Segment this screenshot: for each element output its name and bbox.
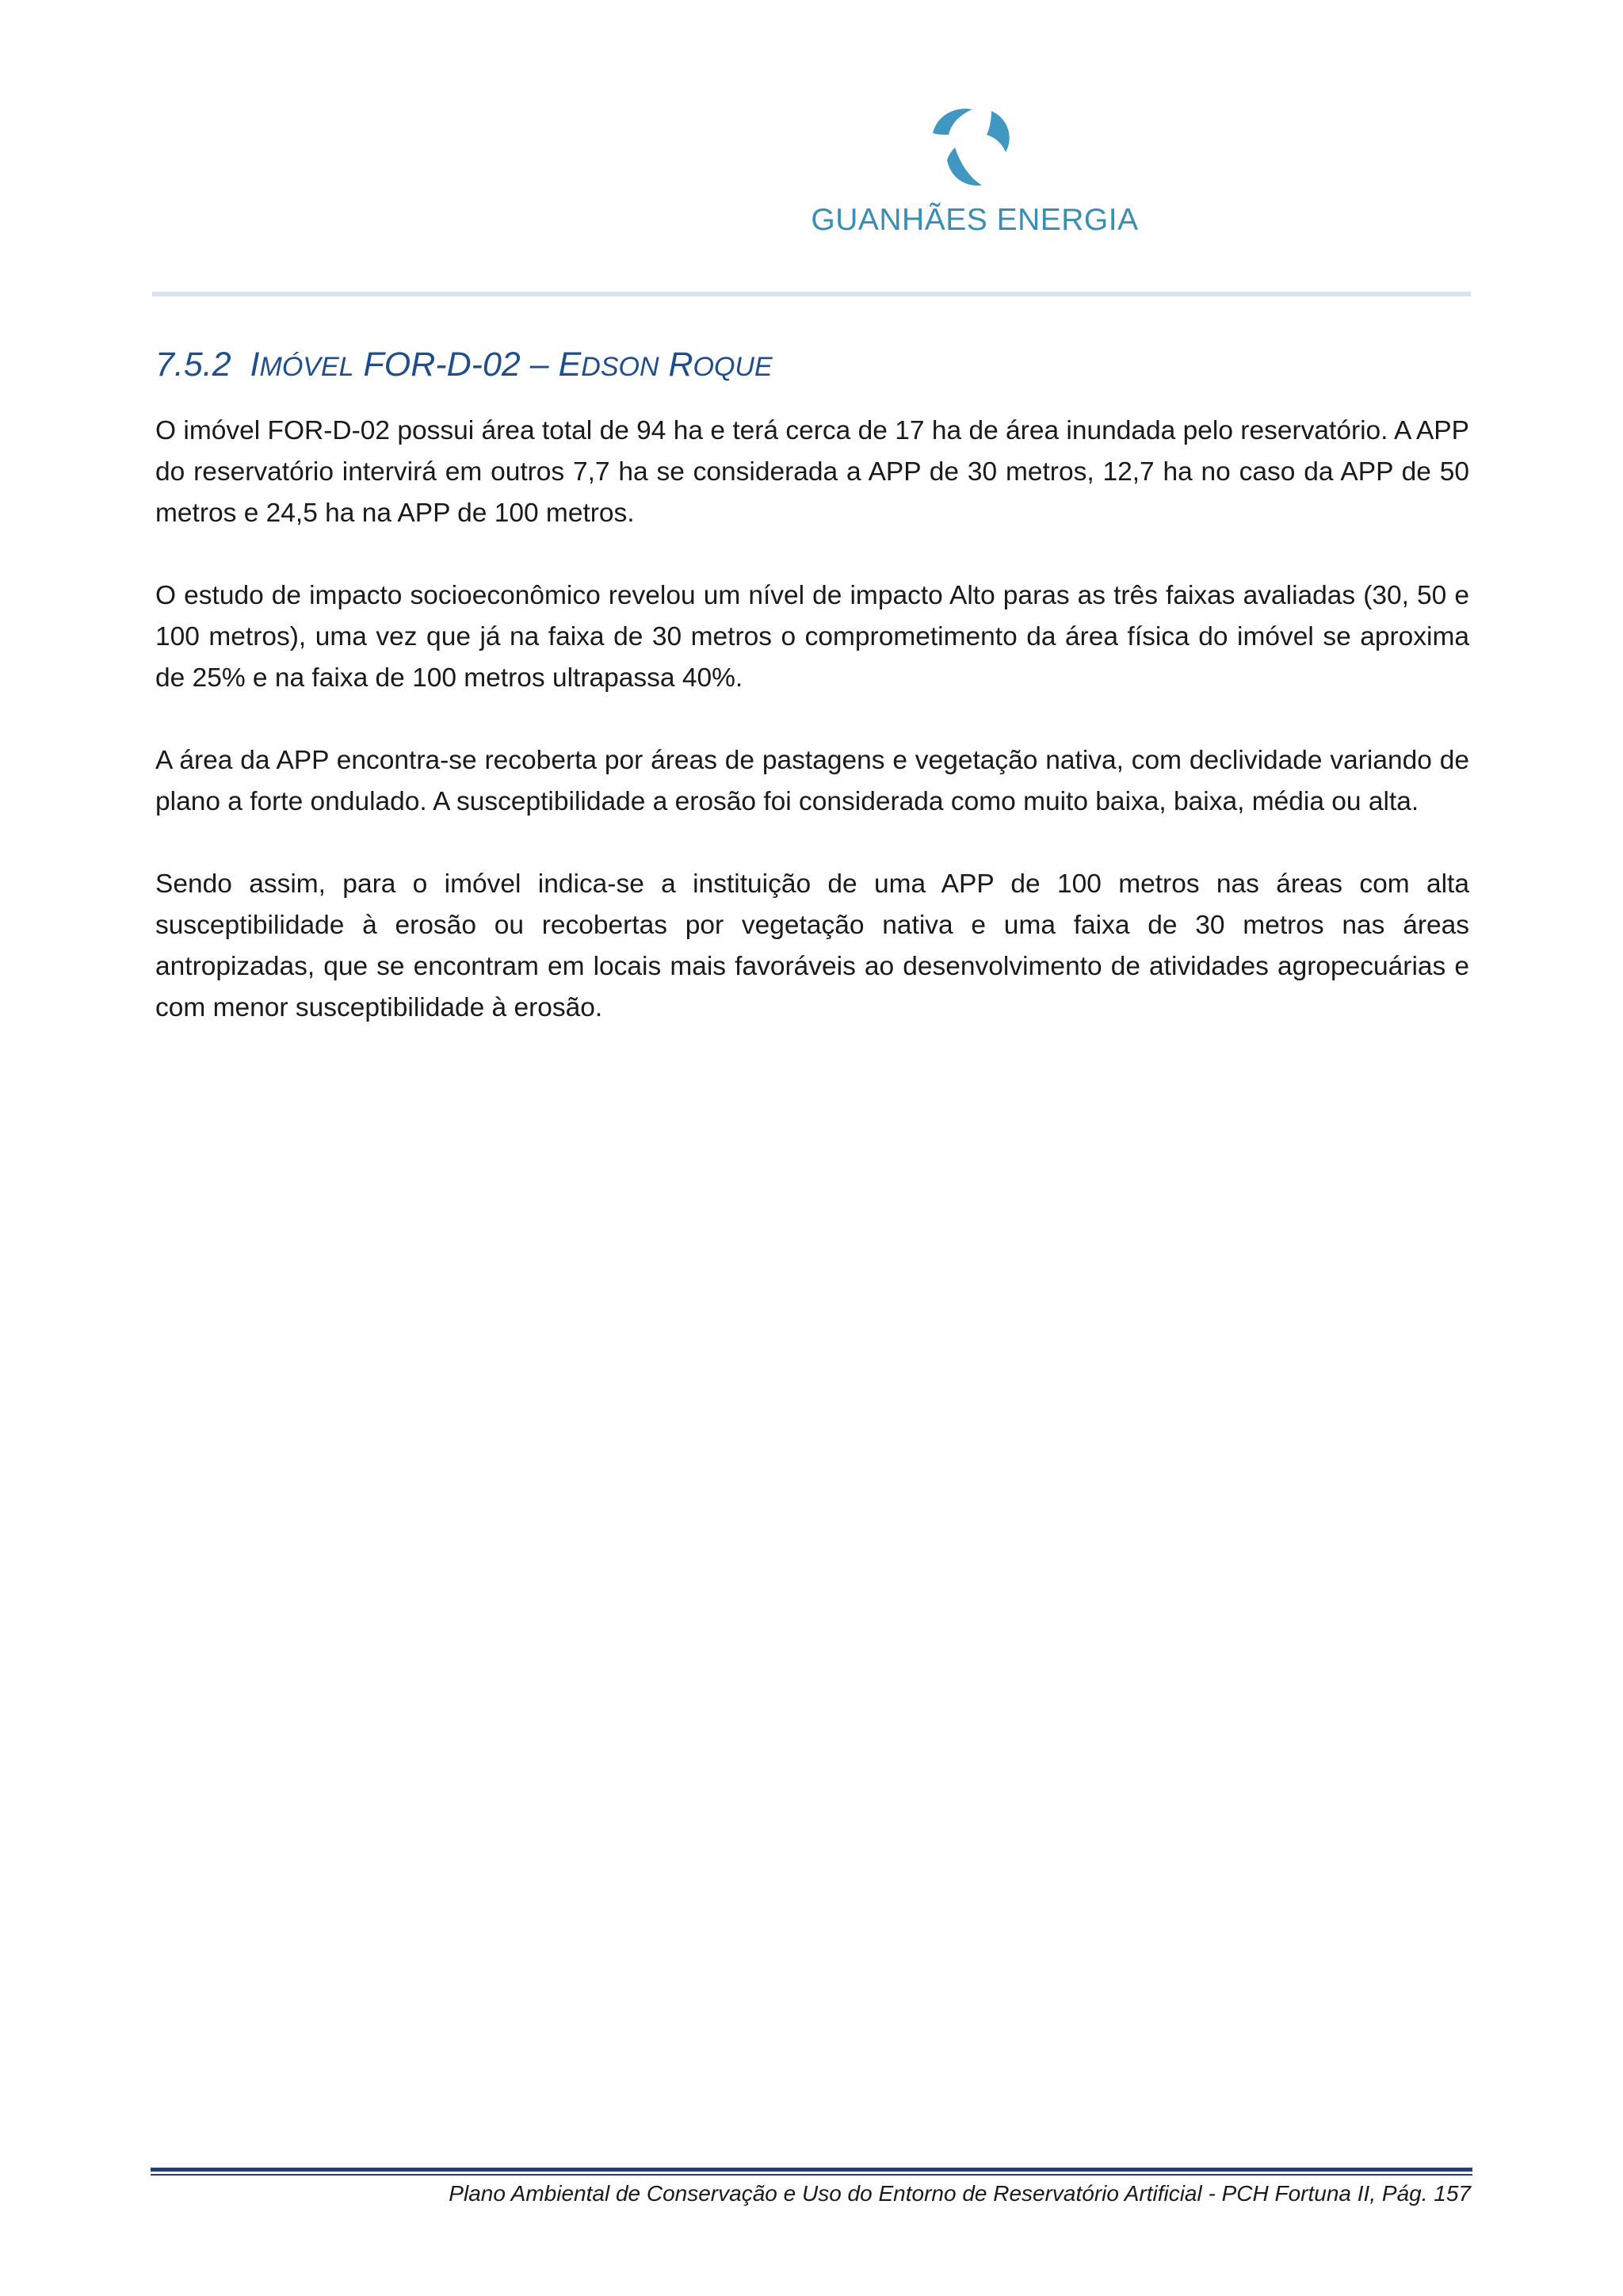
logo-text: GUANHÃES ENERGIA (811, 203, 1139, 237)
heading-cap-1: I (250, 346, 260, 384)
footer-divider-thin (151, 2174, 1472, 2176)
heading-cap-3: R (659, 346, 693, 384)
section-heading (155, 346, 773, 384)
guanhaes-energia-swirl-logo-icon (915, 103, 1026, 198)
section-number: 7.5.2 (155, 346, 231, 384)
footer-text: Plano Ambiental de Conservação e Uso do Entorno de Reservatório Artificial - PCH Fortuna II, Pág. 157 (449, 2181, 1471, 2206)
paragraph-1: O imóvel FOR-D-02 possui área total de 94 ha e terá cerca de 17 ha de área inundada pelo reservatório. A APP do reservatório intervirá em outros 7,7 ha se considerada a APP de 30 metros, 12,7 ha no caso da APP de 50 metros e 24,5 ha na APP de 100 metros. (155, 416, 1469, 528)
paragraph-2: O estudo de impacto socioeconômico revelou um nível de impacto Alto paras as três faixas avaliadas (30, 50 e 100 metros), uma vez que já na faixa de 30 metros o comprometimento da área física do imóvel se aproxima de 25% e na faixa de 100 metros ultrapassa 40%. (155, 581, 1469, 693)
heading-mid: FOR-D-02 – (353, 346, 559, 384)
footer-divider-thick (151, 2168, 1472, 2172)
body-content (155, 411, 1469, 1070)
heading-cap-2: E (558, 346, 582, 384)
header-divider (152, 292, 1471, 296)
company-logo (808, 103, 1141, 246)
paragraph-3: A área da APP encontra-se recoberta por áreas de pastagens e vegetação nativa, com declividade variando de plano a forte ondulado. A susceptibilidade a erosão foi considerada como muito baixa, baixa, média ou alta. (155, 746, 1469, 816)
heading-smallcaps-3: OQUE (693, 352, 773, 382)
heading-smallcaps-2: DSON (581, 352, 659, 382)
heading-smallcaps-1: MÓVEL (259, 352, 354, 382)
paragraph-4: Sendo assim, para o imóvel indica-se a instituição de uma APP de 100 metros nas áreas com alta susceptibilidade à erosão ou recobertas por vegetação nativa e uma faixa de 30 metros nas áreas antropizadas, que se encontram em locais mais favoráveis ao desenvolvimento de atividades agropecuárias e com menor susceptibilidade à erosão. (155, 869, 1469, 1022)
